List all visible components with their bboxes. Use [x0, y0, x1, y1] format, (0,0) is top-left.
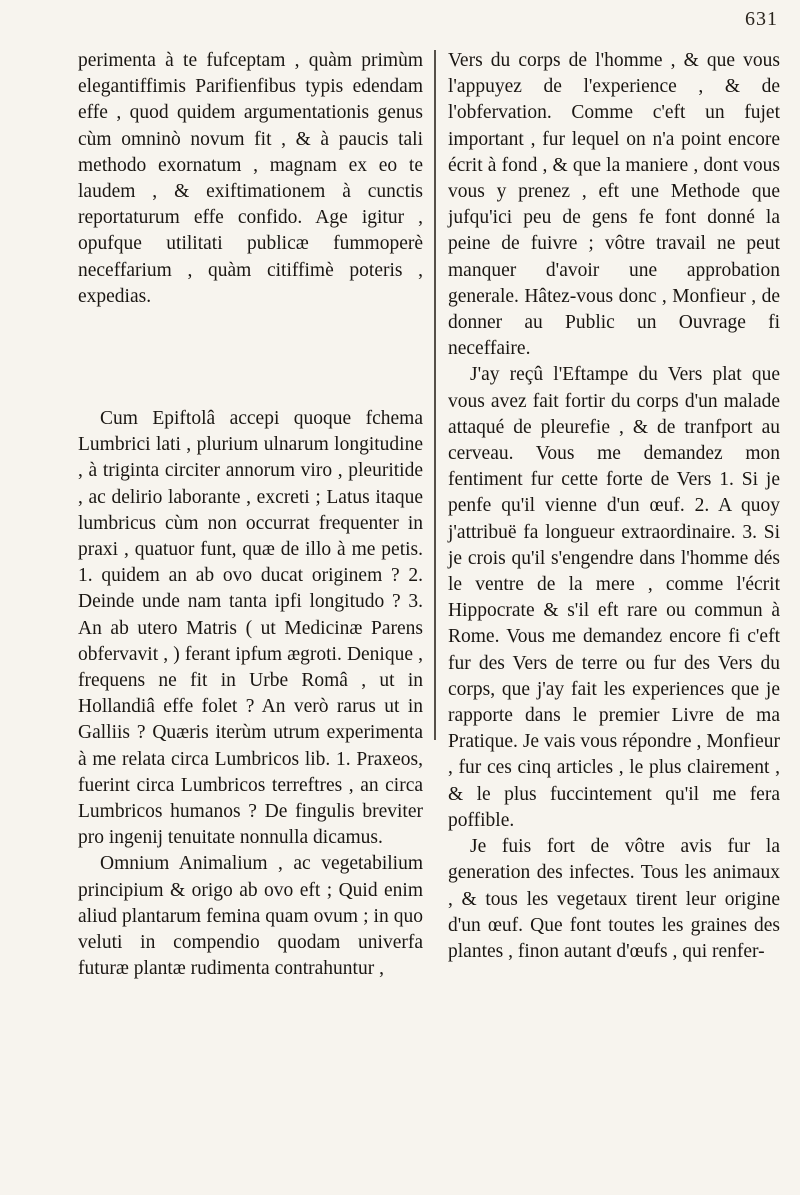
page-number: 631	[745, 8, 778, 30]
latin-column	[78, 48, 423, 983]
latin-paragraph-2: Cum Epiftolâ accepi quoque fchema Lumbrici lati , plurium ulnarum longitudine , à triginta circiter annorum viro , pleuritide , ac delirio laborante , excreti ; Latus itaque lumbricus cùm non occurrat frequenter in praxi , quatuor funt, quæ de illo à me petis. 1. quidem an ab ovo ducat originem ? 2. Deinde unde nam tanta ipfi longitudo ? 3. An ab utero Matris ( ut Medicinæ Parens obfervavit , ) ferant ipfum ægroti. Denique , frequens ne fit in Urbe Româ , ut in Hollandiâ effe folet ? An verò rarus ut in Galliis ? Quæris iterùm utrum experimenta à me relata circa Lumbricos lib. 1. Praxeos, fuerint circa Lumbricos terreftres , an circa Lumbricos humanos ? De fingulis breviter pro ingenij tenuitate nonnulla dicamus.	[78, 408, 423, 849]
latin-paragraph-1: perimenta à te fufceptam , quàm primùm elegantiffimis Parifienfibus typis edendam effe , quod quidem argumentationis genus cùm omninò novum fit , & à paucis tali methodo exornatum , magnam ex eo te laudem , & exiftimationem à cunctis reportaturum effe confido. Age igitur , opufque utilitati publicæ fummoperè neceffarium , quàm citiffimè poteris , expedias.	[78, 50, 423, 307]
french-column	[448, 48, 780, 965]
column-divider	[434, 50, 436, 740]
french-paragraph-2: J'ay reçû l'Eftampe du Vers plat que vous avez fait fortir du corps d'un malade attaqué de pleurefie , & de tranfport au cerveau. Vous me demandez mon fentiment fur cette forte de Vers 1. Si je penfe qu'il vienne d'un œuf. 2. A quoy j'attribuë fa longueur extraordinaire. 3. Si je crois qu'il s'engendre dans l'homme dés le ventre de la mere , comme l'écrit Hippocrate & s'il eft rare ou commun à Rome. Vous me demandez encore fi c'eft fur des Vers de terre ou fur des Vers du corps, que j'ay fait les experiences que je rapporte dans le premier Livre de ma Pratique. Je vais vous répondre , Monfieur , fur ces cinq articles , le plus clairement , & le plus fuccintement qu'il me fera poffible.	[448, 364, 780, 831]
french-paragraph-3: Je fuis fort de vôtre avis fur la generation des infectes. Tous les animaux , & tous les vegetaux tirent leur origine d'un œuf. Que font toutes les graines des plantes , finon autant d'œufs , qui renfer-	[448, 836, 780, 962]
paragraph-gap	[78, 310, 423, 406]
french-paragraph-1: Vers du corps de l'homme , & que vous l'appuyez de l'experience , & de l'obfervation. Comme c'eft un fujet important , fur lequel on n'a point encore écrit à fond , & que la maniere , dont vous vous y prenez , eft une Methode que jufqu'ici peu de gens fe font donné la peine de fuivre ; vôtre travail ne peut manquer d'avoir une approbation generale. Hâtez-vous donc , Monfieur , de donner au Public un Ouvrage fi neceffaire.	[448, 50, 780, 360]
latin-paragraph-3: Omnium Animalium , ac vegetabilium principium & origo ab ovo eft ; Quid enim aliud plantarum femina quam ovum ; in quo veluti in compendio quodam univerfa futuræ plantæ rudimenta contrahuntur ,	[78, 853, 423, 980]
